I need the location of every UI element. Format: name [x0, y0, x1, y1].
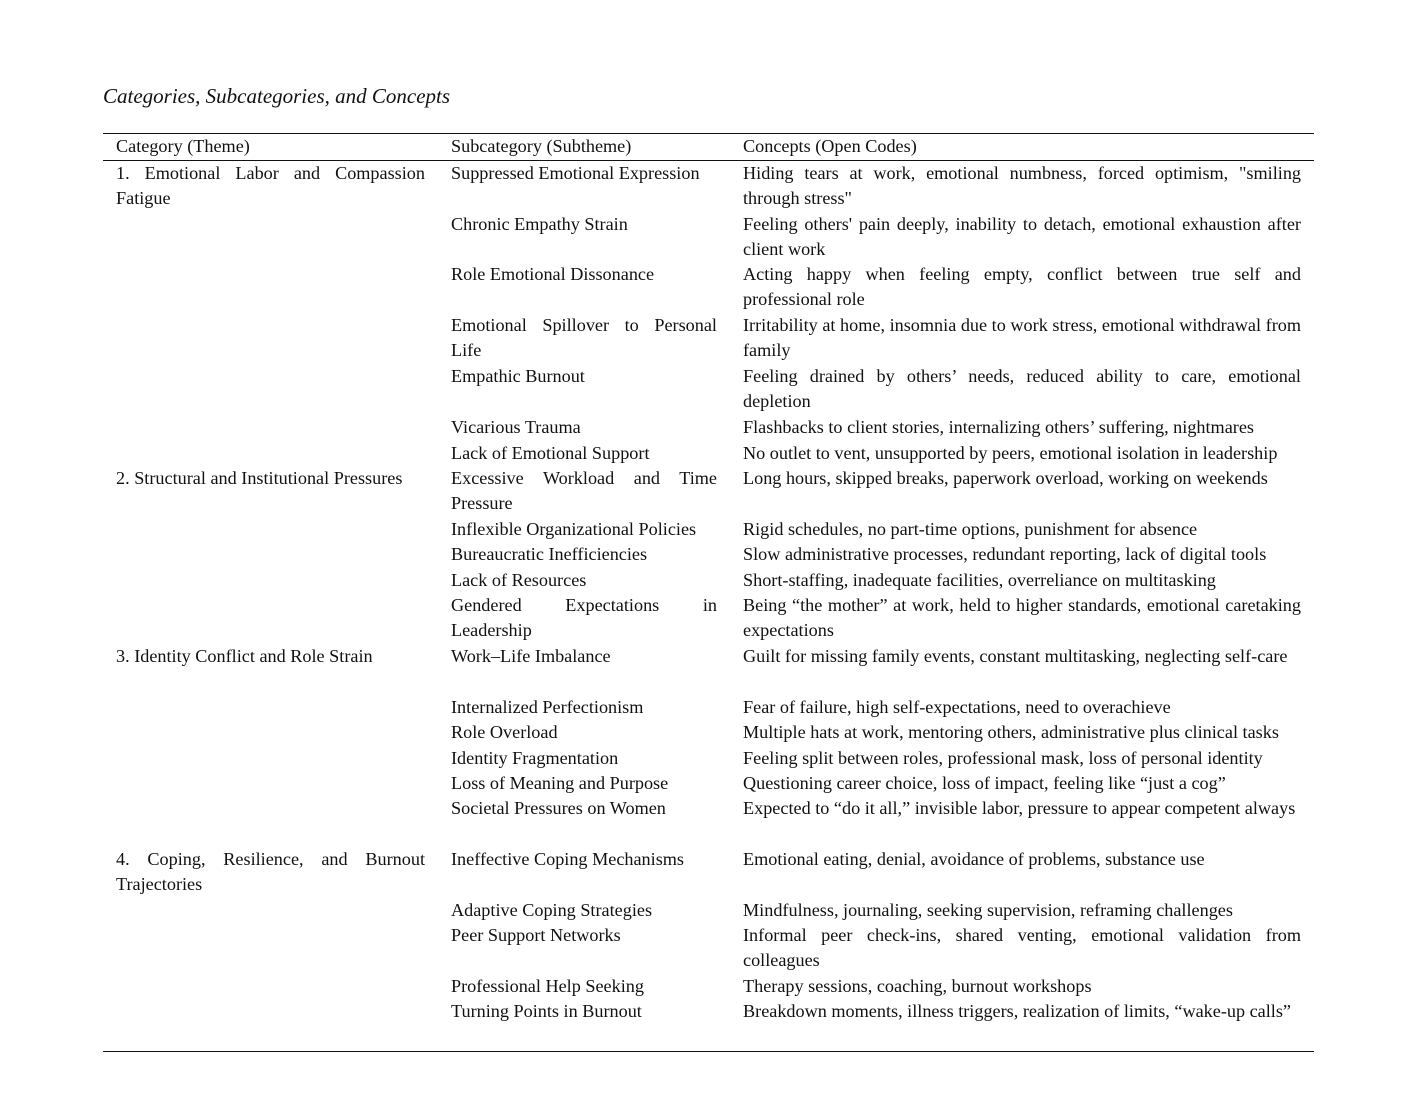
concepts-cell: Feeling split between roles, professional mask, loss of personal identity: [743, 748, 1263, 768]
concepts-cell: Being “the mother” at work, held to higher standards, emotional caretaking expectations: [743, 595, 1301, 641]
subcategory-cell: Empathic Burnout: [451, 366, 585, 386]
header-concepts: Concepts (Open Codes): [743, 136, 917, 156]
subcategory-cell: Inflexible Organizational Policies: [451, 519, 697, 539]
table-row: [451, 771, 1301, 796]
table-row: [451, 542, 1301, 568]
table-row: [451, 212, 1301, 262]
table-title: Categories, Subcategories, and Concepts: [103, 84, 451, 108]
category-group-1: [103, 161, 1314, 466]
concepts-cell: Multiple hats at work, mentoring others, administrative plus clinical tasks: [743, 722, 1279, 742]
subcategory-cell: Excessive Workload and Time Pressure: [451, 468, 717, 514]
category-group-2: [103, 466, 1314, 644]
subcategory-cell: Chronic Empathy Strain: [451, 214, 628, 234]
concepts-cell: Acting happy when feeling empty, conflict between true self and professional role: [743, 264, 1301, 310]
table-row: [451, 313, 1301, 364]
subcategory-cell: Identity Fragmentation: [451, 748, 619, 768]
subcategory-cell: Vicarious Trauma: [451, 417, 581, 437]
table-row: [451, 364, 1301, 415]
subcategory-cell: Gendered Expectations in Leadership: [451, 595, 717, 641]
table-row: [451, 415, 1301, 441]
category-cell: 4. Coping, Resilience, and Burnout Trajectories: [116, 849, 425, 895]
table-row: [451, 568, 1301, 593]
concepts-cell: Guilt for missing family events, constant multitasking, neglecting self-care: [743, 646, 1288, 666]
concepts-cell: Therapy sessions, coaching, burnout workshops: [743, 976, 1092, 996]
concepts-cell: Feeling others' pain deeply, inability to detach, emotional exhaustion after client work: [743, 214, 1301, 260]
table-row: [451, 720, 1301, 746]
header-subcategory: Subcategory (Subtheme): [451, 136, 632, 156]
categories-table: [103, 133, 1314, 1052]
concepts-cell: Rigid schedules, no part-time options, punishment for absence: [743, 519, 1198, 539]
subcategory-cell: Adaptive Coping Strategies: [451, 900, 653, 920]
concepts-cell: Questioning career choice, loss of impact, feeling like “just a cog”: [743, 773, 1226, 793]
subcategory-cell: Ineffective Coping Mechanisms: [451, 849, 685, 869]
concepts-cell: Breakdown moments, illness triggers, realization of limits, “wake-up calls”: [743, 1001, 1292, 1021]
concepts-cell: Hiding tears at work, emotional numbness, forced optimism, "smiling through stress": [743, 163, 1301, 209]
concepts-cell: Informal peer check-ins, shared venting, emotional validation from colleagues: [743, 925, 1301, 971]
subcategory-cell: Work–Life Imbalance: [451, 646, 611, 666]
table-row: [451, 999, 1301, 1051]
subcategory-cell: Loss of Meaning and Purpose: [451, 773, 669, 793]
subcategory-cell: Emotional Spillover to Personal Life: [451, 315, 717, 361]
concepts-cell: Feeling drained by others’ needs, reduced ability to care, emotional depletion: [743, 366, 1301, 412]
header-category: Category (Theme): [116, 136, 250, 156]
subcategory-cell: Turning Points in Burnout: [451, 1001, 642, 1021]
table-row: [451, 847, 1301, 898]
subcategory-cell: Lack of Emotional Support: [451, 443, 650, 463]
table-row: [451, 593, 1301, 644]
table-row: [451, 466, 1301, 517]
subcategory-cell: Suppressed Emotional Expression: [451, 163, 700, 183]
subcategory-cell: Bureaucratic Inefficiencies: [451, 544, 648, 564]
concepts-cell: Short-staffing, inadequate facilities, overreliance on multitasking: [743, 570, 1216, 590]
subcategory-cell: Role Emotional Dissonance: [451, 264, 655, 284]
concepts-cell: Fear of failure, high self-expectations, need to overachieve: [743, 697, 1171, 717]
subcategory-cell: Role Overload: [451, 722, 558, 742]
category-cell: 2. Structural and Institutional Pressures: [116, 468, 403, 488]
table-row: [451, 746, 1301, 771]
subcategory-cell: Societal Pressures on Women: [451, 798, 666, 818]
table-row: [451, 161, 1301, 212]
category-cell: 3. Identity Conflict and Role Strain: [116, 646, 373, 666]
subcategory-cell: Internalized Perfectionism: [451, 697, 644, 717]
category-group-3: [103, 644, 1314, 847]
table-row: [451, 517, 1301, 542]
concepts-cell: Slow administrative processes, redundant reporting, lack of digital tools: [743, 544, 1267, 564]
concepts-cell: Expected to “do it all,” invisible labor, pressure to appear competent always: [743, 798, 1296, 818]
table-header-row: [103, 134, 1314, 161]
subcategory-cell: Peer Support Networks: [451, 925, 621, 945]
table-row: [451, 441, 1301, 466]
table-row: [451, 262, 1301, 313]
table-row: [451, 898, 1301, 923]
table-row: [451, 695, 1301, 720]
category-group-4: [103, 847, 1314, 1051]
concepts-cell: No outlet to vent, unsupported by peers, emotional isolation in leadership: [743, 443, 1278, 463]
concepts-cell: Emotional eating, denial, avoidance of problems, substance use: [743, 849, 1205, 869]
concepts-cell: Mindfulness, journaling, seeking supervision, reframing challenges: [743, 900, 1233, 920]
category-cell: 1. Emotional Labor and Compassion Fatigue: [116, 163, 425, 209]
subcategory-cell: Professional Help Seeking: [451, 976, 644, 996]
subcategory-cell: Lack of Resources: [451, 570, 587, 590]
table-row: [451, 974, 1301, 999]
table-row: [451, 923, 1301, 974]
table-row: [451, 644, 1301, 695]
concepts-cell: Long hours, skipped breaks, paperwork overload, working on weekends: [743, 468, 1268, 488]
concepts-cell: Irritability at home, insomnia due to work stress, emotional withdrawal from family: [743, 315, 1301, 361]
concepts-cell: Flashbacks to client stories, internalizing others’ suffering, nightmares: [743, 417, 1254, 437]
table-row: [451, 796, 1301, 847]
